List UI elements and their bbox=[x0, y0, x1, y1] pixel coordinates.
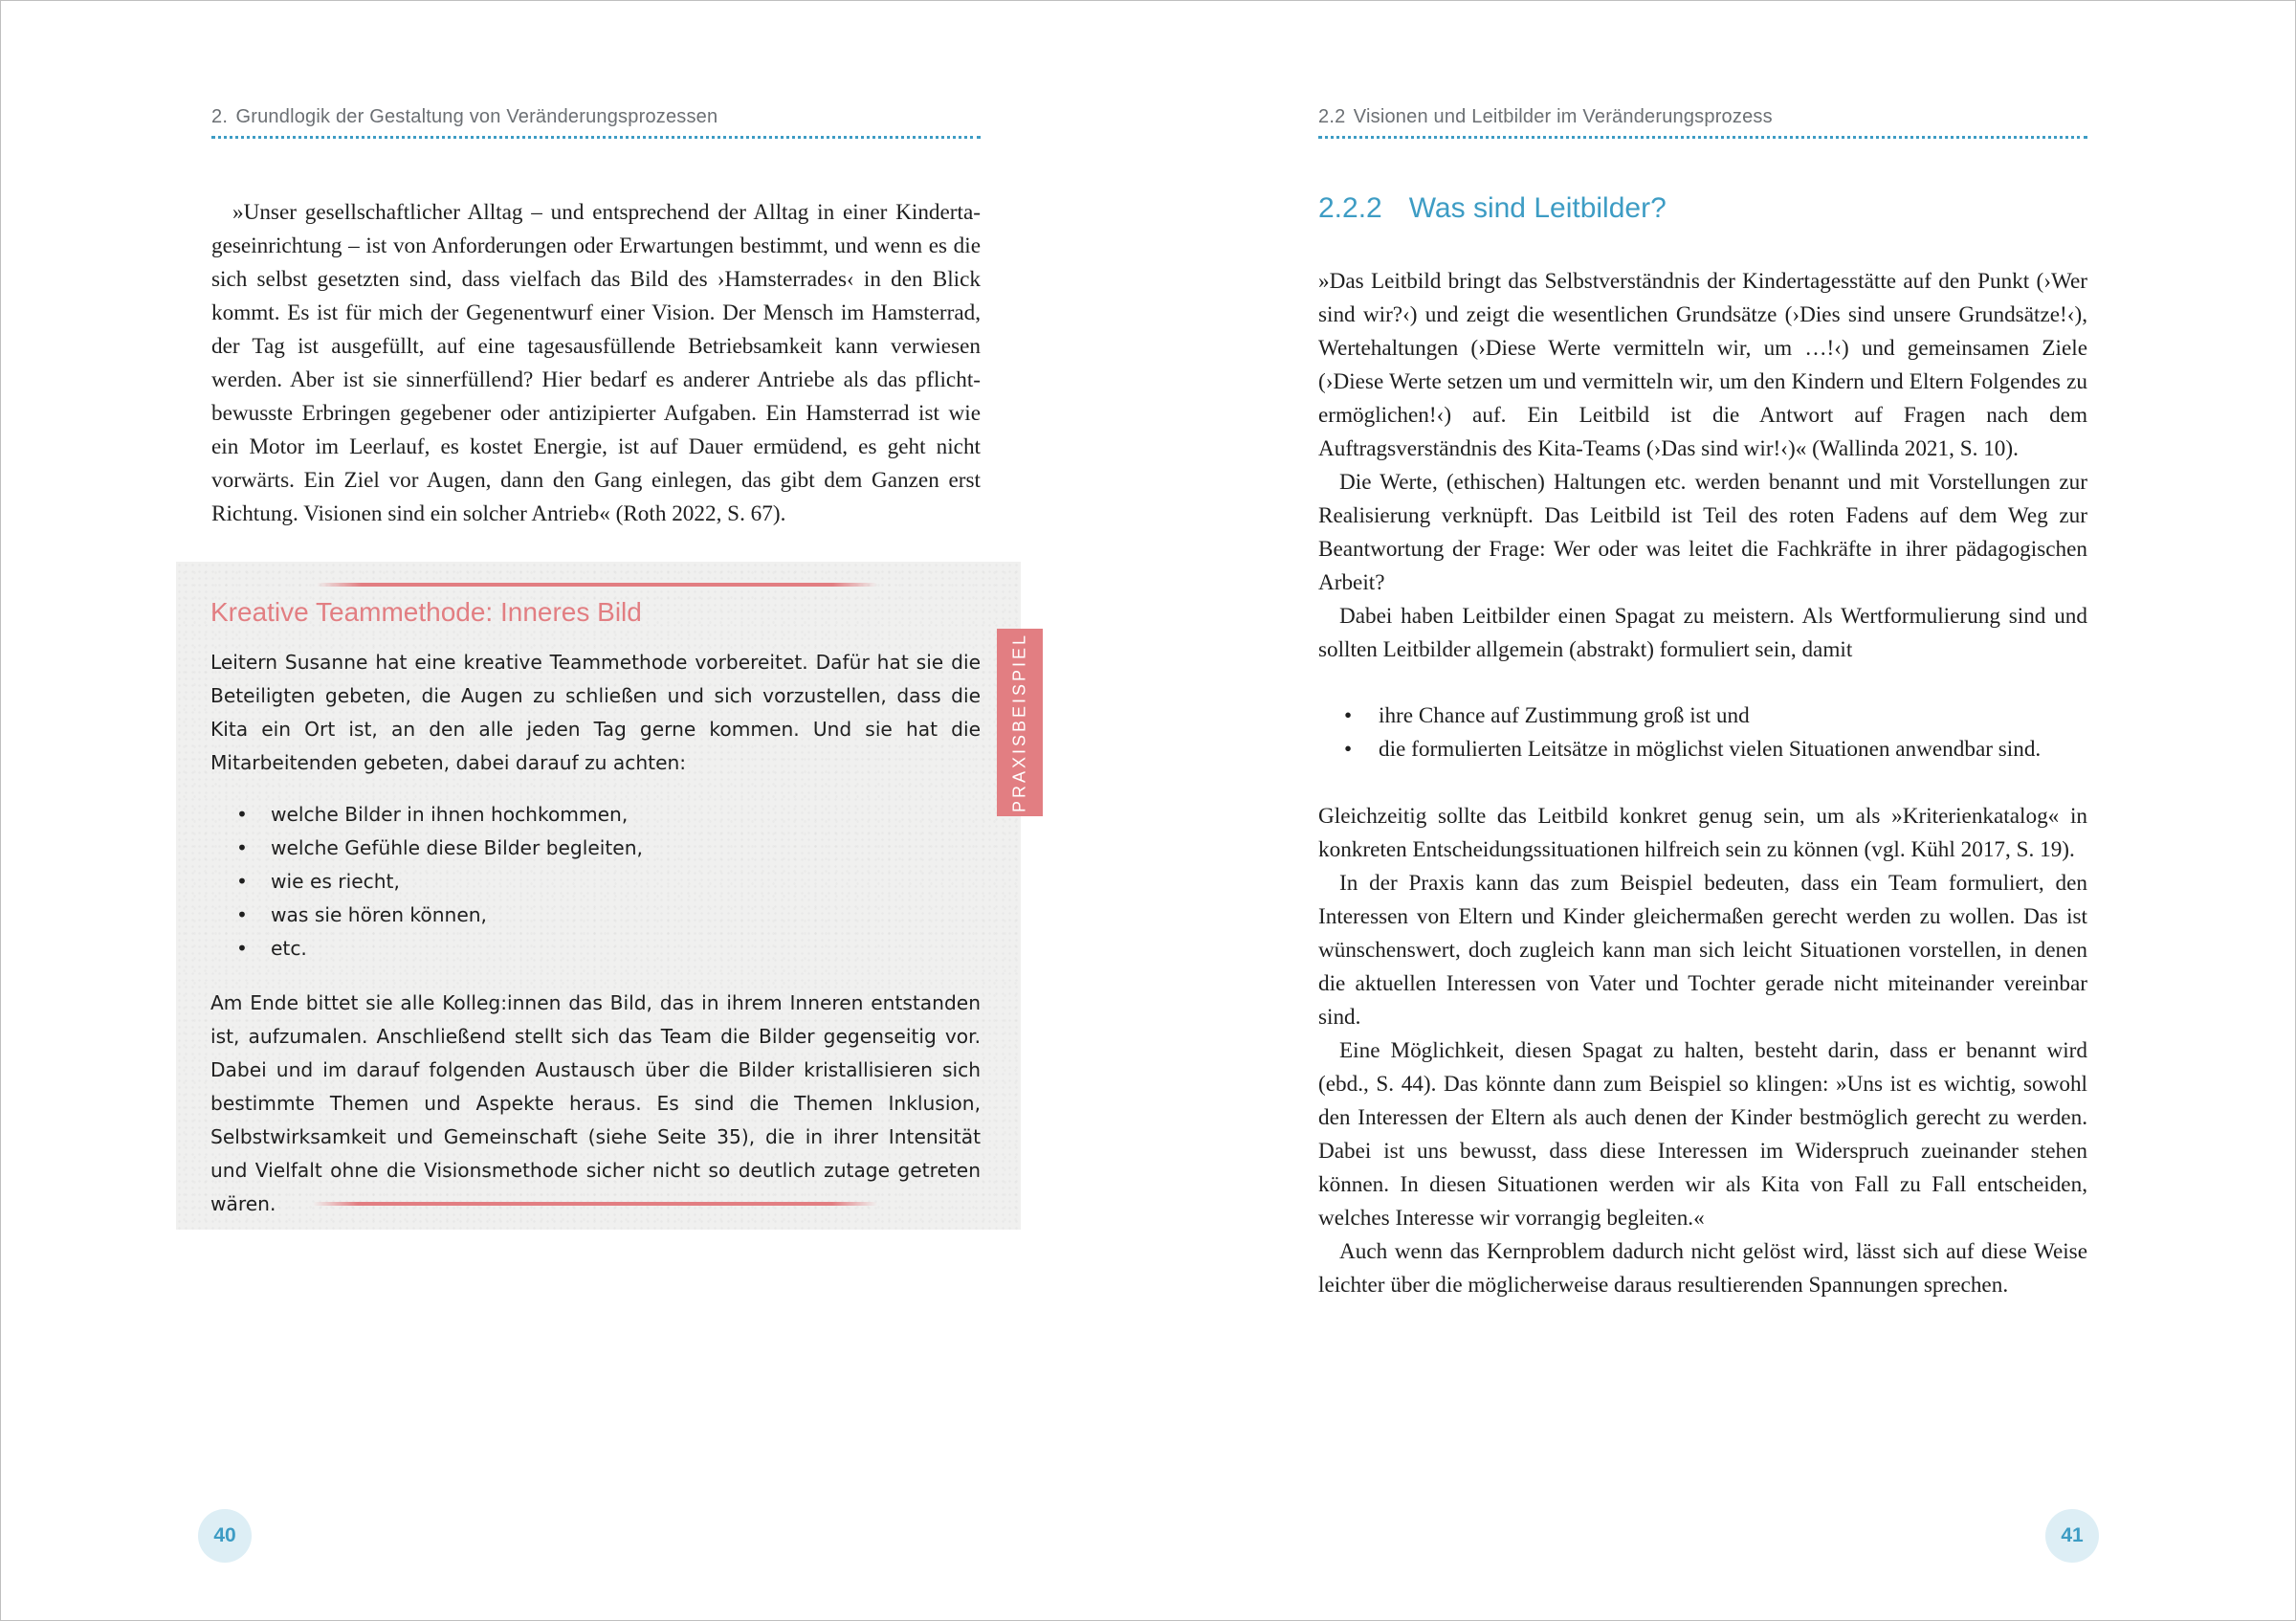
list-item: • die formulierten Leitsätze in möglichst vielen Situationen anwendbar sind. bbox=[1379, 733, 2041, 766]
right-bullet-list bbox=[1379, 699, 2041, 766]
list-item: • etc. bbox=[271, 932, 643, 966]
praxisbeispiel-tab bbox=[997, 629, 1043, 816]
body-paragraph: Eine Möglichkeit, diesen Spagat zu halten, besteht darin, dass er benannt wird (ebd., S. 44). Das könnte dann zum Beispiel so klingen: »Uns ist es wichtig, sowohl den Interessen der Eltern als auch denen der Kinder bestmöglich gerecht zu werden. Dabei ist uns bewusst, dass diese Interessen im Widerspruch zueinander stehen können. In diesen Situationen werden wir als Kita von Fall zu Fall entscheiden, welches Interesse wir vorrangig begleiten.« bbox=[1318, 1038, 2087, 1231]
section-number: 2.2.2 bbox=[1318, 192, 1382, 224]
list-item: • wie es riecht, bbox=[271, 865, 643, 899]
right-body-bottom bbox=[1318, 800, 2087, 1302]
left-page-number: 40 bbox=[198, 1509, 252, 1563]
list-item: • welche Gefühle diese Bilder begleiten, bbox=[271, 832, 643, 865]
left-running-header: 2. Grundlogik der Gestaltung von Veränderungsprozessen bbox=[211, 106, 718, 127]
body-paragraph: »Das Leitbild bringt das Selbstverständnis der Kindertagesstätte auf den Punkt (›Wer sind wir?‹) und zeigt die wesentlichen Grundsätze (›Dies sind unsere Grundsätze!‹), Wertehaltungen (›Diese Werte vermitteln wir, um …!‹) und gemeinsamen Ziele (›Diese Werte setzen um und vermitteln wir, um den Kindern und Eltern Folgendes zu ermöglichen!‹) auf. Ein Leitbild ist die Antwort auf Fragen nach dem Auftragsverständnis des Kita-Teams (›Das sind wir!‹)« (Wallinda 2021, S. 10). bbox=[1318, 269, 2087, 461]
body-paragraph: In der Praxis kann das zum Beispiel bedeuten, dass ein Team formuliert, den Interessen von Eltern und Kinder gleichermaßen gerecht werden zu wollen. Das ist wünschenswert, doch zugleich kann man sich leicht Situationen vorstellen, in denen die aktuellen Interessen von Vater und Tochter gerade nicht miteinander vereinbar sind. bbox=[1318, 871, 2087, 1030]
quote-paragraph: »Unser gesellschaftlicher Alltag – und entsprechend der Alltag in einer Kindertageseinrichtung – ist von Anforderungen oder Erwartungen bestimmt, und wenn es die sich selbst gesetzten sind, dass vielfach das Bild des ›Hamsterrades‹ in den Blick kommt. Es ist für mich der Gegenentwurf einer Vision. Der Mensch im Hamsterrad, der Tag ist ausgefüllt, auf eine tagesausfüllende Betriebsamkeit kann verwiesen werden. Aber ist sie sinnerfüllend? Hier bedarf es anderer Antriebe als das pflichtbewusste Erbringen gegebener oder antizipierter Aufgaben. Ein Hamsterrad ist wie ein Motor im Leerlauf, es kostet Energie, ist auf Dauer ermüdend, es geht nicht vorwärts. Ein Ziel vor Augen, dann den Gang einlegen, das gibt dem Ganzen erst Richtung. Visionen sind ein solcher Antrieb« (Roth 2022, S. 67). bbox=[211, 200, 981, 526]
right-running-header: 2.2 Visionen und Leitbilder im Veränderungsprozess bbox=[1318, 106, 1773, 127]
box-outro-paragraph: Am Ende bittet sie alle Kolleg:innen das Bild, das in ihrem Inneren entstanden ist, aufzumalen. Anschließend stellt sich das Team die Bilder gegenseitig vor. Dabei und im darauf folgenden Austausch über die Bilder kristallisieren sich bestimmte Themen und Aspekte heraus. Es sind die Themen Inklusion, Selbstwirksamkeit und Gemeinschaft (siehe Seite 35), die in ihrer Intensität und Vielfalt ohne die Visionsmethode sicher nicht so deutlich zutage getreten wären. bbox=[210, 991, 981, 1215]
box-title: Kreative Teammethode: Inneres Bild bbox=[210, 597, 642, 627]
right-body-top bbox=[1318, 265, 2087, 667]
list-item: • was sie hören können, bbox=[271, 899, 643, 932]
list-item: • ihre Chance auf Zustimmung groß ist und bbox=[1379, 699, 2041, 733]
body-paragraph: Auch wenn das Kernproblem dadurch nicht gelöst wird, lässt sich auf diese Weise leichter über die möglicherweise daraus resultierenden Spannungen sprechen. bbox=[1318, 1239, 2087, 1298]
body-paragraph: Dabei haben Leitbilder einen Spagat zu meistern. Als Wertformulierung sind und sollten Leitbilder allgemein (abstrakt) formuliert sein, damit bbox=[1318, 604, 2087, 662]
body-paragraph: Gleichzeitig sollte das Leitbild konkret genug sein, um als »Kriterienkatalog« in konkreten Entscheidungssituationen hilfreich sein zu können (vgl. Kühl 2017, S. 19). bbox=[1318, 804, 2087, 862]
left-quote-block bbox=[211, 196, 981, 531]
section-title: Was sind Leitbilder? bbox=[1408, 192, 1667, 224]
box-intro-paragraph: Leitern Susanne hat eine kreative Teammethode vorbereitet. Dafür hat sie die Beteiligten gebeten, die Augen zu schließen und sich vorzustellen, dass die Kita ein Ort ist, an den alle jeden Tag gerne kommen. Und sie hat die Mitarbeitenden gebeten, dabei darauf zu achten: bbox=[210, 651, 981, 774]
right-page-number: 41 bbox=[2045, 1509, 2099, 1563]
body-paragraph: Die Werte, (ethischen) Haltungen etc. werden benannt und mit Vorstellungen zur Realisierung verknüpft. Das Leitbild ist Teil des roten Fadens auf dem Weg zur Beantwortung der Frage: Wer oder was leitet die Fachkräfte in ihrer pädagogischen Arbeit? bbox=[1318, 470, 2087, 595]
right-header-rule bbox=[1318, 136, 2087, 139]
box-top-brushstroke bbox=[317, 583, 877, 587]
box-bullet-list bbox=[271, 798, 643, 966]
section-heading bbox=[1318, 192, 1667, 225]
list-item: • welche Bilder in ihnen hochkommen, bbox=[271, 798, 643, 832]
praxisbeispiel-label: PRAXISBEISPIEL bbox=[1009, 632, 1029, 813]
left-header-rule bbox=[211, 136, 981, 139]
